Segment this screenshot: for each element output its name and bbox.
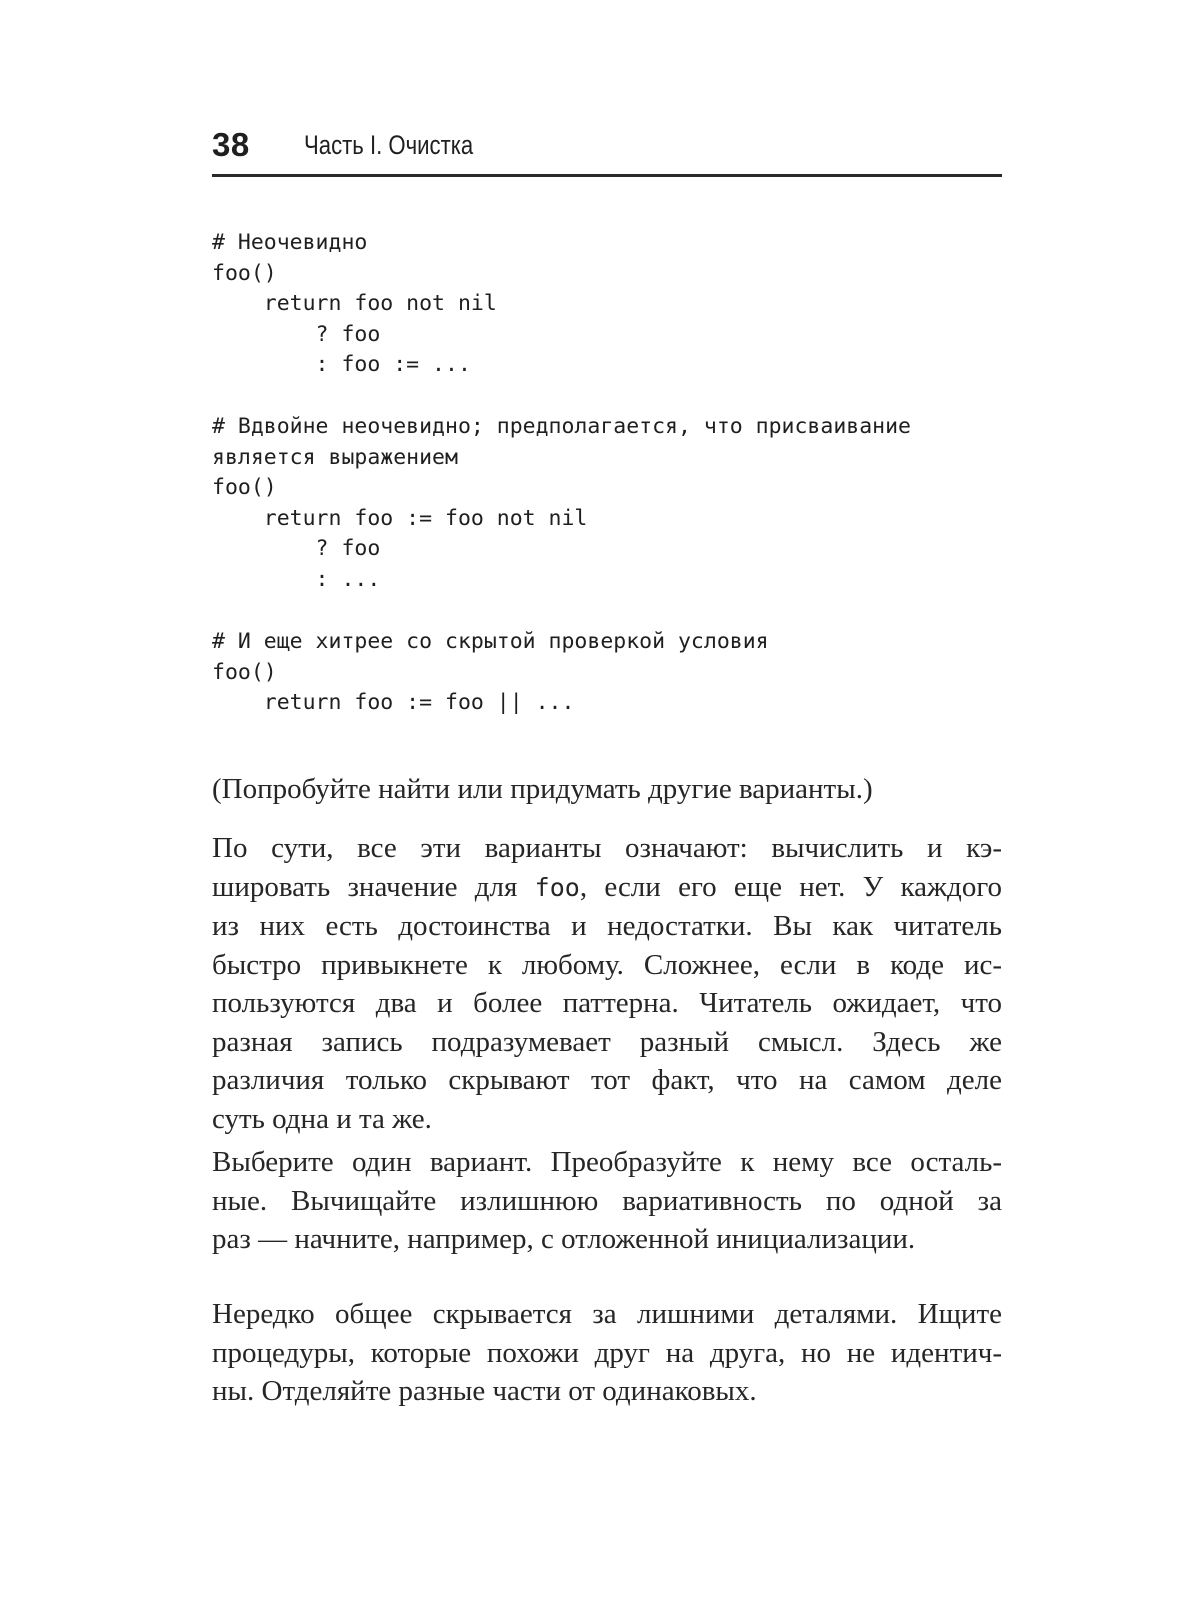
code-line: # Неочевидно [212, 230, 368, 255]
text-line: быстро привыкнете к любому. Сложнее, если в коде ис- [212, 948, 1002, 981]
text-fragment: , если его еще нет. У каждого [579, 870, 1002, 903]
text-line: ны. Отделяйте разные части от одинаковых. [212, 1375, 757, 1407]
code-line: # И еще хитрее со скрытой проверкой условия [212, 629, 769, 654]
code-line: foo() [212, 475, 277, 501]
code-line: foo() [212, 659, 277, 685]
code-line: : foo := ... [212, 352, 471, 378]
code-line: return foo := foo not nil [212, 505, 588, 531]
code-line: : ... [212, 566, 381, 592]
text-line: ные. Вычищайте излишнюю вариативность по одной за [212, 1184, 1002, 1217]
code-line: ? foo [212, 321, 381, 347]
text-line: из них есть достоинства и недостатки. Вы как читатель [212, 910, 1002, 942]
page-number: 38 [212, 126, 250, 163]
paragraph-hidden-common [212, 1295, 1002, 1411]
code-block-unobvious [212, 228, 497, 381]
code-line: является выражением [212, 444, 458, 470]
running-title: Часть I. Очистка [304, 130, 474, 160]
paragraph-essence [212, 829, 1002, 1138]
code-block-doubly-unobvious [212, 412, 911, 596]
text-line: раз — начните, например, с отложенной инициализации. [212, 1223, 916, 1255]
text-line: пользуются два и более паттерна. Читатель ожидает, что [212, 987, 1002, 1019]
text-line: (Попробуйте найти или придумать другие варианты.) [212, 773, 873, 805]
code-line: ? foo [212, 536, 381, 562]
paragraph-try-variants [212, 770, 1002, 809]
text-line: разная запись подразумевает разный смысл. Здесь же [212, 1025, 1002, 1058]
text-line [212, 868, 1002, 908]
text-line: Нередко общее скрывается за лишними деталями. Ищите [212, 1298, 1002, 1330]
paragraph-choose-one [212, 1143, 1002, 1259]
text-line: суть одна и та же. [212, 1102, 432, 1135]
text-fragment: шировать значение для [212, 870, 535, 903]
code-line: return foo := foo || ... [212, 690, 575, 716]
code-block-tricky [212, 627, 769, 719]
text-line: процедуры, которые похожи друг на друга, но не идентич- [212, 1336, 1002, 1369]
text-line: По сути, все эти варианты означают: вычислить и кэ- [212, 832, 1002, 864]
page-header [212, 122, 1002, 177]
text-line: различия только скрывают тот факт, что на самом деле [212, 1064, 1002, 1096]
text-line: Выберите один вариант. Преобразуйте к нему все осталь- [212, 1146, 1002, 1178]
code-line: # Вдвойне неочевидно; предполагается, что присваивание [212, 414, 911, 439]
code-line: return foo not nil [212, 291, 497, 317]
inline-code: foo [534, 872, 580, 902]
code-line: foo() [212, 260, 277, 286]
